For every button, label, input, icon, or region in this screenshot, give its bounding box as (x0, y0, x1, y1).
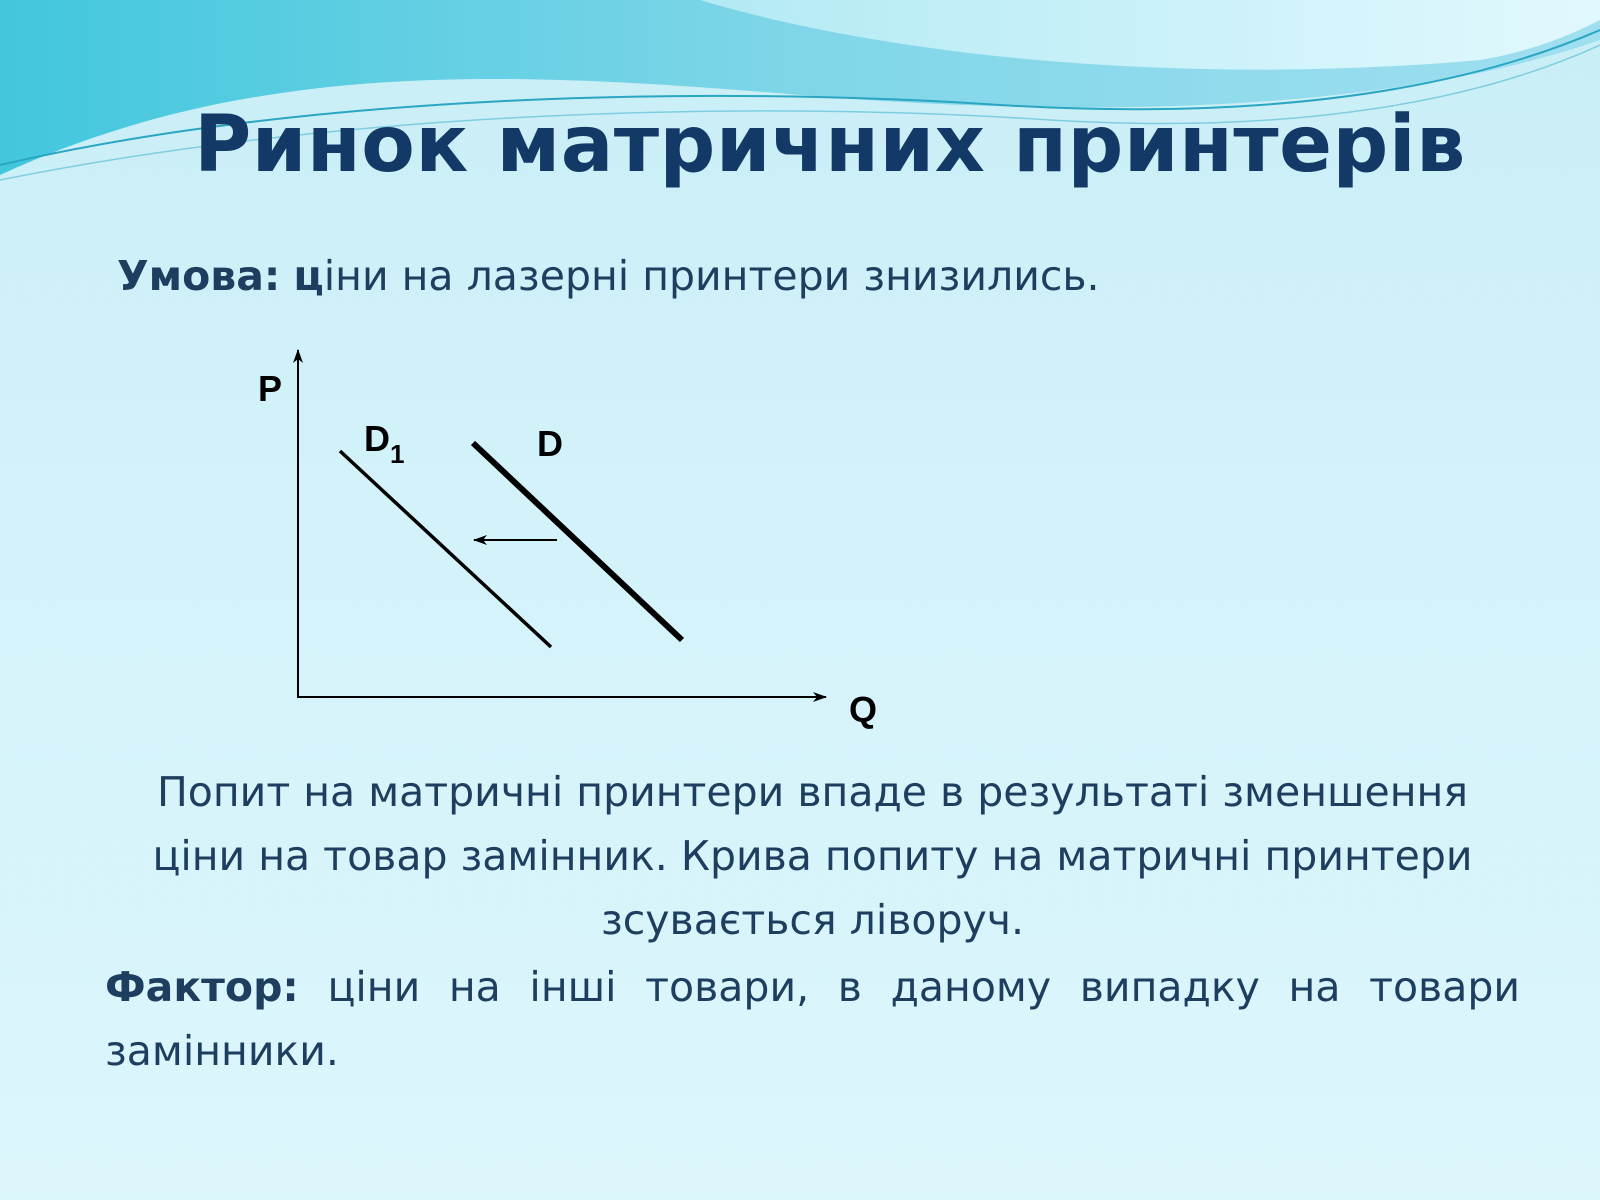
factor-paragraph (105, 955, 1520, 1083)
condition-first-letter: ц (293, 252, 324, 300)
curve-d1-subscript: 1 (390, 439, 405, 469)
condition-label: Умова: (117, 252, 281, 300)
factor-text: ціни на інші товари, в даному випадку на товари замінники. (105, 963, 1520, 1075)
y-axis-label: P (258, 368, 283, 409)
factor-label: Фактор: (105, 963, 299, 1011)
condition-text: іни на лазерні принтери знизились. (323, 252, 1100, 300)
explanation-paragraph: Попит на матричні принтери впаде в результаті зменшення ціни на товар замінник. Крива попиту на матричні принтери зсувається ліворуч. (152, 768, 1473, 944)
demand-curve-d1 (340, 451, 551, 647)
curve-d1-letter: D (364, 418, 390, 459)
demand-curve-d (473, 443, 682, 640)
curve-d1-label (364, 418, 404, 469)
curve-d-label: D (537, 423, 563, 464)
x-axis-label: Q (849, 689, 878, 730)
slide-title: Ринок матричних принтерів (194, 100, 1466, 190)
